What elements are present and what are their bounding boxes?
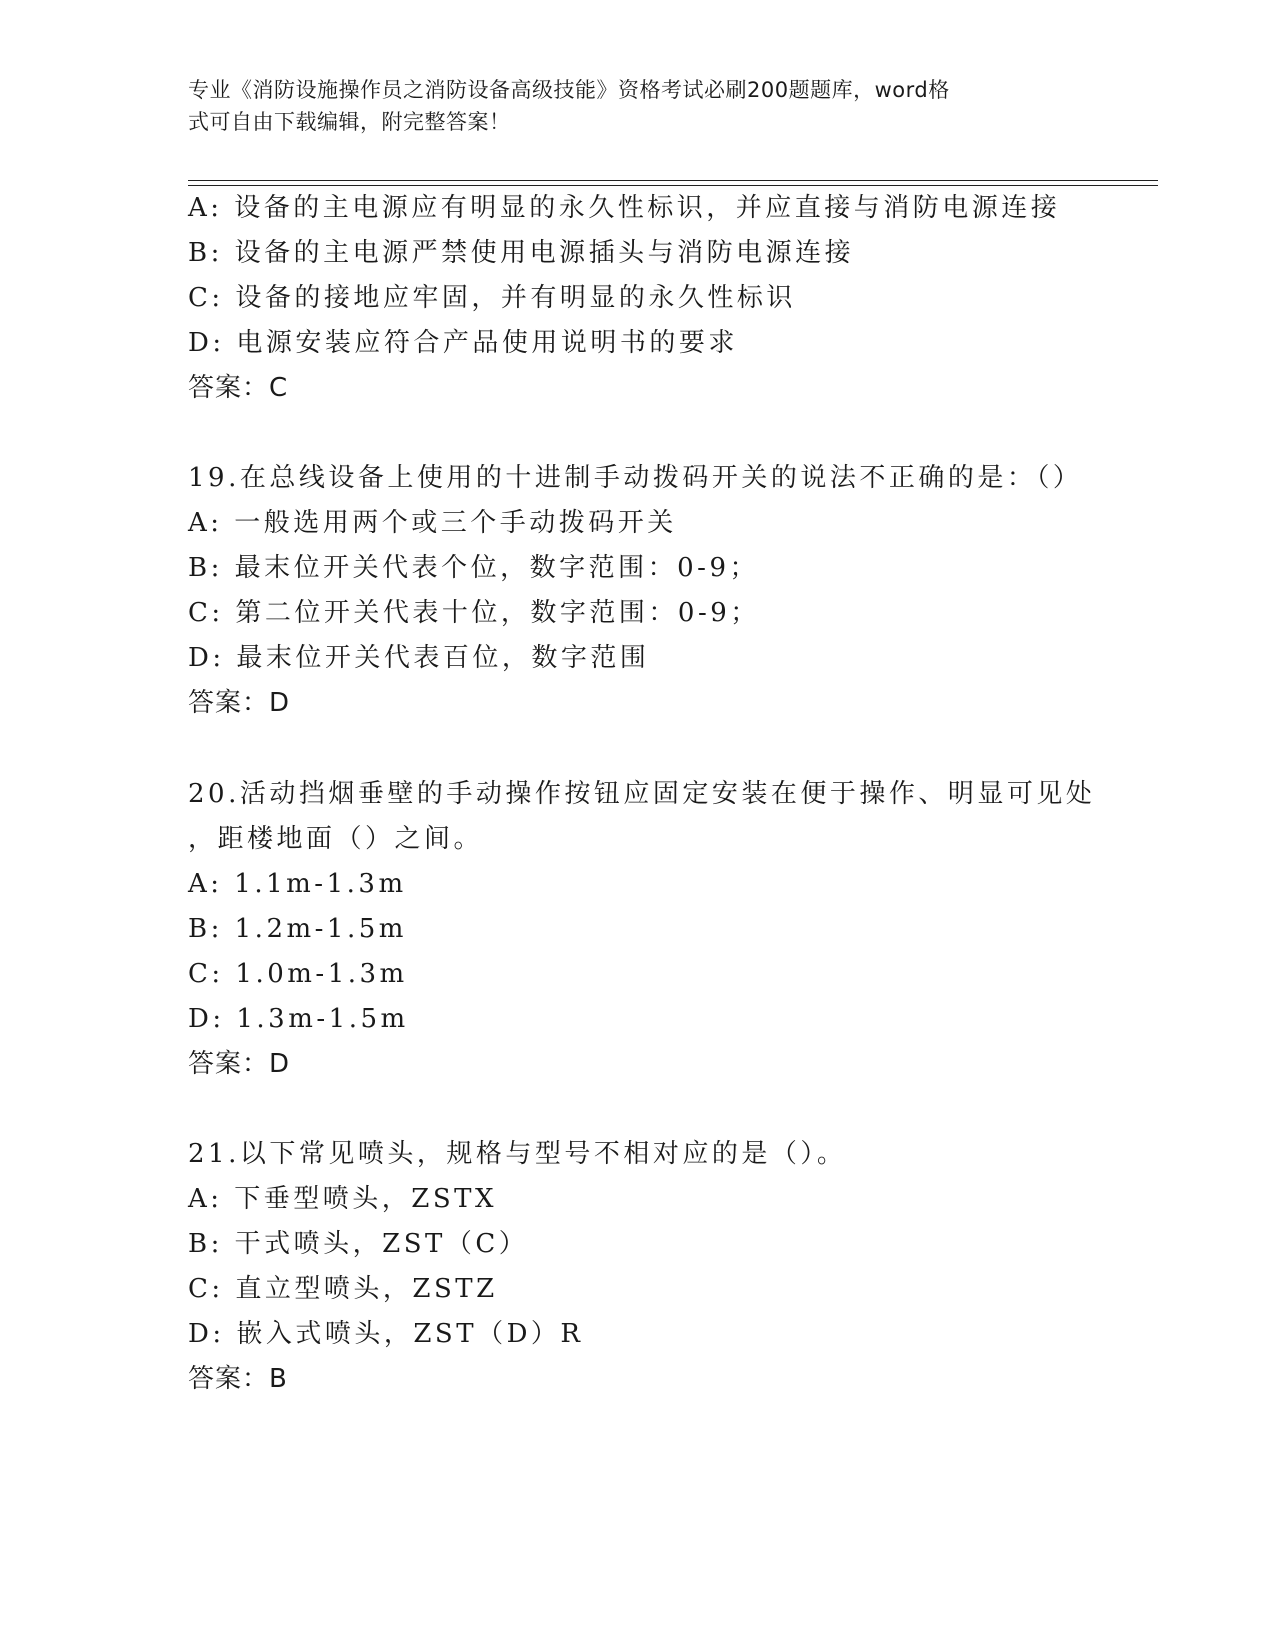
q19-option-d: D: 最末位开关代表百位，数字范围 bbox=[188, 643, 650, 673]
q21-option-b: B: 干式喷头，ZST（C） bbox=[188, 1229, 529, 1259]
document-header bbox=[188, 74, 1088, 138]
q20-question-line-2: ，距楼地面（）之间。 bbox=[188, 824, 484, 854]
q18-answer: 答案：C bbox=[188, 373, 289, 403]
header-rule-top bbox=[188, 180, 1158, 181]
q19-option-c: C: 第二位开关代表十位，数字范围：0-9； bbox=[188, 598, 760, 628]
q19-option-b: B: 最末位开关代表个位，数字范围：0-9； bbox=[188, 553, 760, 583]
q21-option-a: A: 下垂型喷头，ZSTX bbox=[188, 1184, 498, 1214]
header-line-2: 式可自由下载编辑，附完整答案！ bbox=[188, 110, 511, 134]
q18-option-b: B: 设备的主电源严禁使用电源插头与消防电源连接 bbox=[188, 238, 855, 268]
q20-option-d: D: 1.3m-1.5m bbox=[188, 1004, 409, 1034]
q18-option-c: C: 设备的接地应牢固，并有明显的永久性标识 bbox=[188, 283, 796, 313]
q20-question-line-1: 20.活动挡烟垂壁的手动操作按钮应固定安装在便于操作、明显可见处 bbox=[188, 779, 1096, 809]
q21-question: 21.以下常见喷头，规格与型号不相对应的是（）。 bbox=[188, 1139, 847, 1169]
q18-option-d: D: 电源安装应符合产品使用说明书的要求 bbox=[188, 328, 738, 358]
q20-option-c: C: 1.0m-1.3m bbox=[188, 959, 408, 989]
q21-option-d: D: 嵌入式喷头，ZST（D）R bbox=[188, 1319, 584, 1349]
q19-option-a: A: 一般选用两个或三个手动拨码开关 bbox=[188, 508, 677, 538]
q19-question: 19.在总线设备上使用的十进制手动拨码开关的说法不正确的是：（） bbox=[188, 463, 1083, 493]
q20-option-b: B: 1.2m-1.5m bbox=[188, 914, 407, 944]
q20-answer: 答案：D bbox=[188, 1049, 291, 1079]
q21-answer: 答案：B bbox=[188, 1364, 288, 1394]
q20-option-a: A: 1.1m-1.3m bbox=[188, 869, 407, 899]
q18-option-a: A: 设备的主电源应有明显的永久性标识，并应直接与消防电源连接 bbox=[188, 193, 1061, 223]
q21-option-c: C: 直立型喷头，ZSTZ bbox=[188, 1274, 498, 1304]
q19-answer: 答案：D bbox=[188, 688, 291, 718]
header-rule-bottom bbox=[188, 185, 1158, 186]
header-line-1: 专业《消防设施操作员之消防设备高级技能》资格考试必刷200题题库，word格 bbox=[188, 78, 950, 102]
